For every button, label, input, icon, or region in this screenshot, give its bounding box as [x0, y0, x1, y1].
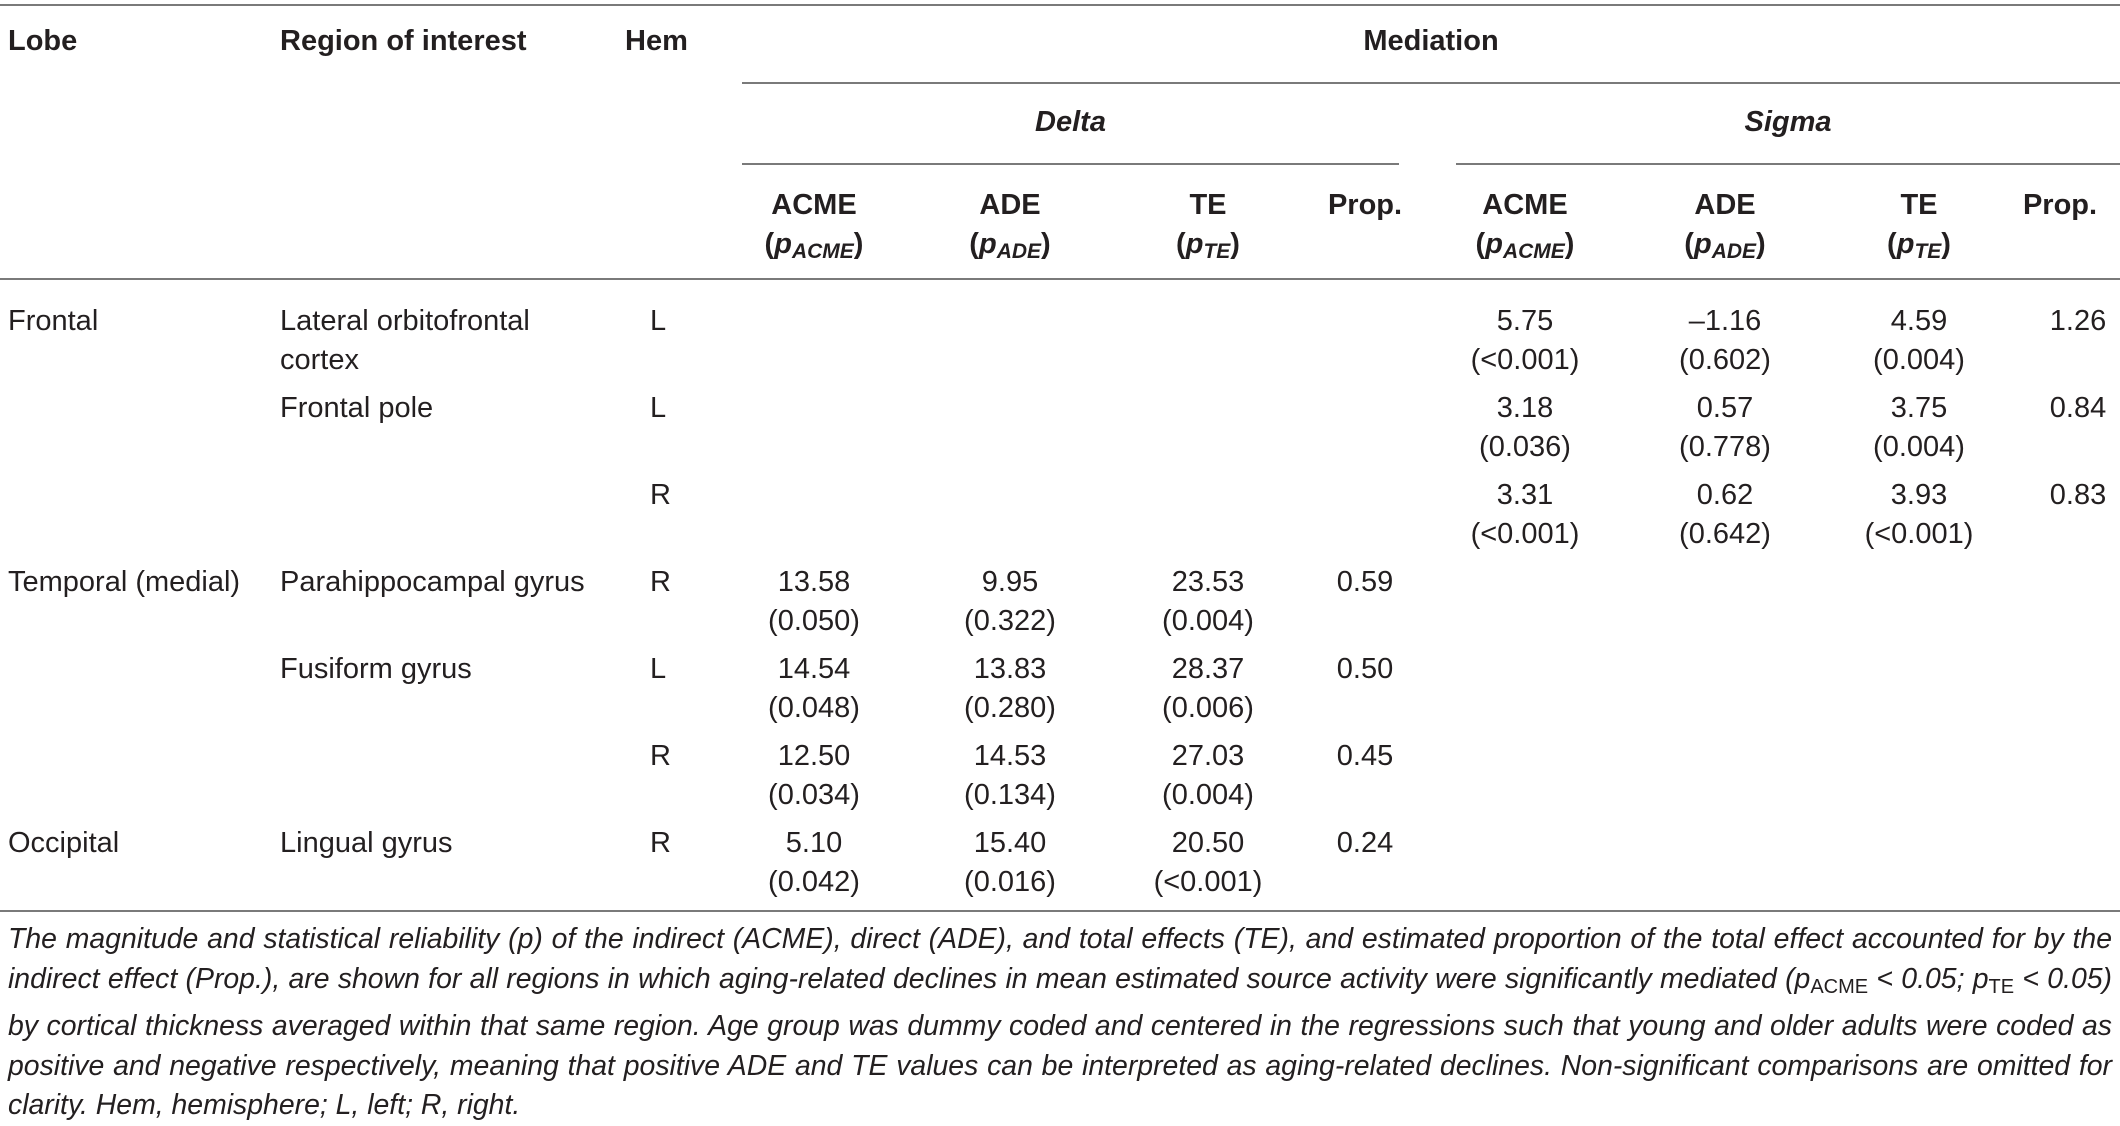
- cell-delta-prop: 0.24: [1336, 827, 1394, 859]
- table-top-rule: [0, 4, 2120, 6]
- cell-sigma-prop: 0.84: [2049, 392, 2107, 424]
- cell-sigma-te: 3.75 (0.004): [1873, 392, 1965, 463]
- cell-delta-ade: 13.83 (0.280): [964, 653, 1056, 724]
- table-footnote: The magnitude and statistical reliability (p) of the indirect (ACME), direct (ADE), and total effects (TE), and estimated proportion of the total effect accounted for by the indirect effect (Prop.), are shown for all regions in which aging-related declines in mean estimated source activity were significantly mediated (pACME < 0.05; pTE < 0.05) by cortical thickness averaged within that same region. Age group was dummy coded and centered in the regressions such that young and older adults were coded as positive and negative respectively, meaning that positive ADE and TE values can be interpreted as aging-related declines. Non-significant comparisons are omitted for clarity. Hem, hemisphere; L, left; R, right.: [8, 923, 2112, 1122]
- header-lobe: Lobe: [8, 25, 78, 57]
- cell-delta-prop: 0.59: [1336, 566, 1394, 598]
- header-delta-ade: ADE (pADE): [969, 189, 1051, 263]
- header-mediation: Mediation: [1363, 25, 1499, 57]
- cell-sigma-acme: 3.31 (<0.001): [1470, 479, 1580, 550]
- cell-delta-te: 27.03 (0.004): [1162, 740, 1254, 811]
- header-delta: Delta: [1035, 106, 1106, 138]
- cell-region: Lingual gyrus: [280, 827, 453, 859]
- cell-sigma-acme: 3.18 (0.036): [1479, 392, 1571, 463]
- cell-delta-ade: 9.95 (0.322): [964, 566, 1056, 637]
- cell-hem: R: [650, 827, 671, 859]
- cell-delta-ade: 15.40 (0.016): [964, 827, 1056, 898]
- cell-delta-acme: 14.54 (0.048): [768, 653, 860, 724]
- cell-sigma-te: 3.93 (<0.001): [1864, 479, 1974, 550]
- cell-region: Frontal pole: [280, 392, 434, 424]
- cell-sigma-acme: 5.75 (<0.001): [1470, 305, 1580, 376]
- table-bottom-rule: [0, 910, 2120, 912]
- cell-hem: R: [650, 566, 671, 598]
- cell-hem: R: [650, 740, 671, 772]
- cell-hem: L: [650, 392, 667, 424]
- cell-region: Parahippocampal gyrus: [280, 566, 585, 598]
- header-sigma: Sigma: [1744, 106, 1832, 138]
- delta-rule: [742, 163, 1399, 165]
- cell-delta-acme: 12.50 (0.034): [768, 740, 860, 811]
- cell-delta-te: 20.50 (<0.001): [1153, 827, 1263, 898]
- cell-delta-ade: 14.53 (0.134): [964, 740, 1056, 811]
- cell-delta-te: 28.37 (0.006): [1162, 653, 1254, 724]
- sigma-rule: [1456, 163, 2120, 165]
- cell-region: Fusiform gyrus: [280, 653, 472, 685]
- cell-hem: R: [650, 479, 671, 511]
- cell-sigma-prop: 0.83: [2049, 479, 2107, 511]
- mediation-rule: [742, 82, 2120, 84]
- header-bottom-rule: [0, 278, 2120, 280]
- header-delta-acme: ACME (pACME): [764, 189, 864, 263]
- cell-lobe: Frontal: [8, 305, 99, 337]
- header-sigma-prop: Prop.: [2022, 189, 2098, 221]
- cell-lobe: Occipital: [8, 827, 120, 859]
- header-sigma-te: TE (pTE): [1887, 189, 1951, 263]
- cell-delta-te: 23.53 (0.004): [1162, 566, 1254, 637]
- cell-sigma-ade: 0.57 (0.778): [1679, 392, 1771, 463]
- cell-delta-acme: 5.10 (0.042): [768, 827, 860, 898]
- cell-delta-prop: 0.45: [1336, 740, 1394, 772]
- cell-sigma-prop: 1.26: [2049, 305, 2107, 337]
- cell-lobe: Temporal (medial): [8, 566, 241, 598]
- cell-delta-prop: 0.50: [1336, 653, 1394, 685]
- cell-sigma-ade: –1.16 (0.602): [1679, 305, 1771, 376]
- cell-region: Lateral orbitofrontal cortex: [280, 305, 530, 376]
- cell-hem: L: [650, 653, 667, 685]
- header-delta-prop: Prop.: [1327, 189, 1403, 221]
- header-region-of-interest: Region of interest: [280, 25, 527, 57]
- cell-delta-acme: 13.58 (0.050): [768, 566, 860, 637]
- header-sigma-ade: ADE (pADE): [1684, 189, 1766, 263]
- cell-hem: L: [650, 305, 667, 337]
- cell-sigma-ade: 0.62 (0.642): [1679, 479, 1771, 550]
- header-delta-te: TE (pTE): [1176, 189, 1240, 263]
- header-hem: Hem: [625, 25, 688, 57]
- header-sigma-acme: ACME (pACME): [1475, 189, 1575, 263]
- cell-sigma-te: 4.59 (0.004): [1873, 305, 1965, 376]
